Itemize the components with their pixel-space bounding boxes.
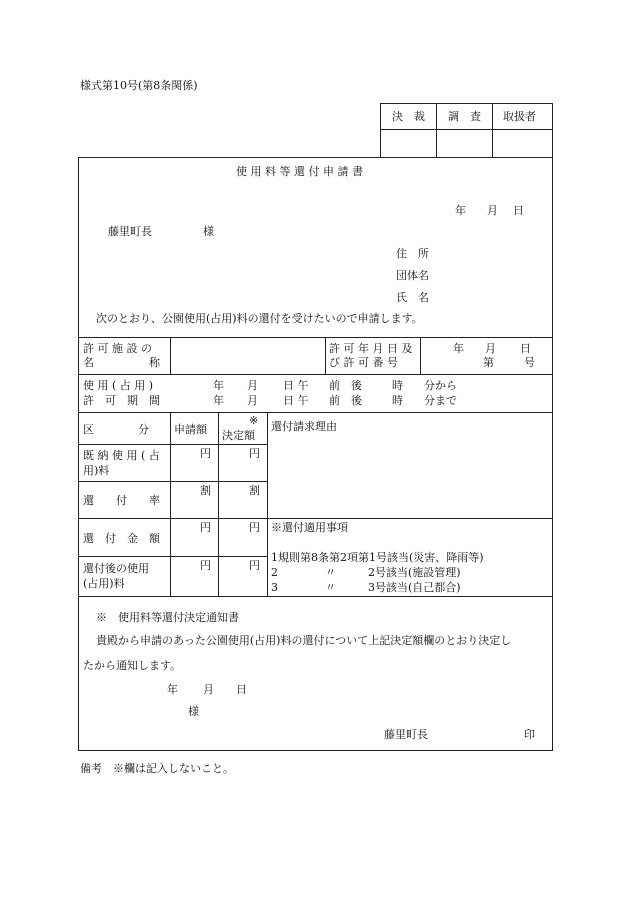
after-decided-yen: 円 xyxy=(249,559,260,572)
permit-dai: 第 xyxy=(483,356,494,369)
notice-body-line-1: 貴殿から申請のあった公園使用(占用)料の還付について上記決定額欄のとおり決定し xyxy=(96,634,512,647)
notice-issuer: 藤里町長 xyxy=(384,728,428,741)
permit-day: 日 xyxy=(520,342,531,355)
approval-header-decision: 決 裁 xyxy=(392,110,425,123)
form-number: 様式第10号(第8条関係) xyxy=(80,79,198,92)
permit-go: 号 xyxy=(524,356,535,369)
notice-title: ※ 使用料等還付決定通知書 xyxy=(96,611,239,624)
intro-text: 次のとおり、公園使用(占用)料の還付を受けたいので申請します。 xyxy=(96,312,423,325)
addressee-honorific: 様 xyxy=(203,225,214,238)
after-applied-yen: 円 xyxy=(200,559,211,572)
facility-label-2: 名 称 xyxy=(83,356,160,369)
period-label-2: 許 可 期 間 xyxy=(83,394,160,407)
period-label: 使 用 ( 占 用 ) xyxy=(83,379,154,392)
permit-label: 許 可 年 月 日 及 xyxy=(329,342,413,355)
notice-honorific: 様 xyxy=(188,705,199,718)
notice-body-line-2: たから通知します。 xyxy=(83,659,182,672)
addressee-name: 藤里町長 xyxy=(108,225,152,238)
form-title: 使 用 料 等 還 付 申 請 書 xyxy=(236,165,363,178)
applied-amount-header: 申請額 xyxy=(174,423,207,436)
refund-amount-label: 還 付 金 額 xyxy=(83,532,160,545)
remarks: 備考 ※欄は記入しないこと。 xyxy=(80,762,234,775)
refund-reason-label: 還付請求理由 xyxy=(271,420,337,433)
after-fee-label-2: (占用)料 xyxy=(83,577,125,590)
applicant-name-label: 氏 名 xyxy=(396,291,429,304)
decided-amount-header: 決定額 xyxy=(222,429,255,442)
applicant-group-label: 団体名 xyxy=(396,269,429,282)
amount-applied-yen: 円 xyxy=(200,521,211,534)
permit-year: 年 xyxy=(453,342,464,355)
paid-applied-yen: 円 xyxy=(200,447,211,460)
applicant-address-label: 住 所 xyxy=(396,247,429,260)
permit-month: 月 xyxy=(485,342,496,355)
amount-decided-yen: 円 xyxy=(249,521,260,534)
permit-label-2: び 許 可 番 号 xyxy=(329,356,398,369)
approval-header-review: 調 査 xyxy=(448,110,481,123)
approval-header-handler: 取扱者 xyxy=(503,110,536,123)
rule-1: 1規則第8条第2項第1号該当(災害、降雨等) xyxy=(271,551,484,564)
paid-decided-yen: 円 xyxy=(249,447,260,460)
rate-decided-wari: 割 xyxy=(249,484,260,497)
paid-fee-label-2: 用)料 xyxy=(83,464,110,477)
rate-applied-wari: 割 xyxy=(200,484,211,497)
refund-rules-label: ※還付適用事項 xyxy=(271,521,348,534)
seal-mark: 印 xyxy=(524,728,535,741)
after-fee-label: 還付後の使用 xyxy=(83,562,149,575)
kubun-label: 区 分 xyxy=(83,423,149,436)
facility-label: 許 可 施 設 の xyxy=(83,342,152,355)
refund-rate-label: 還 付 率 xyxy=(83,494,160,507)
paid-fee-label: 既 納 使 用 ( 占 xyxy=(83,449,160,462)
decided-mark: ※ xyxy=(249,414,259,427)
